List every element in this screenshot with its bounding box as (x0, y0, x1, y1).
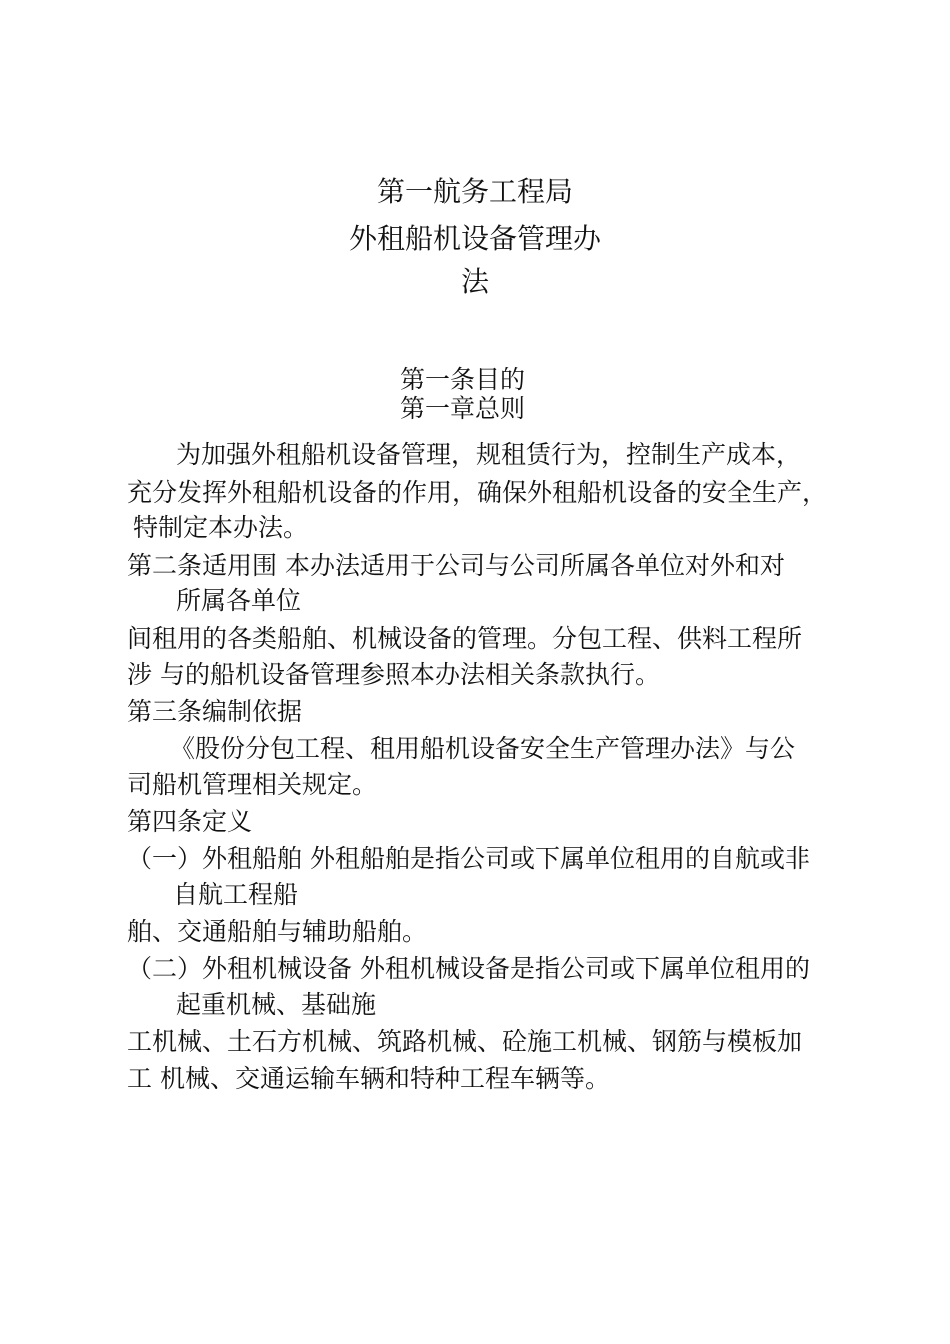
article-4-heading: 第四条定义 (127, 807, 253, 836)
definition-2-line: （二）外租机械设备 外租机械设备是指公司或下属单位租用的 (127, 954, 810, 983)
body-line: 所属各单位 (176, 586, 302, 615)
definition-1-line: （一）外租船舶 外租船舶是指公司或下属单位租用的自航或非 (127, 844, 810, 873)
body-line: 间租用的各类船舶、机械设备的管理。分包工程、供料工程所 (127, 624, 803, 653)
body-line: 涉 与的船机设备管理参照本办法相关条款执行。 (127, 660, 660, 689)
document-title-line-1: 第一航务工程局 (376, 175, 573, 208)
article-3-heading: 第三条编制依据 (127, 697, 303, 726)
chapter-heading: 第一章总则 (399, 394, 525, 423)
body-line: 起重机械、基础施 (176, 990, 377, 1019)
document-title-line-3: 法 (460, 265, 489, 298)
body-line: 特制定本办法。 (133, 513, 309, 542)
document-title-line-2: 外租船机设备管理办 (348, 222, 601, 255)
body-line: 为加强外租船机设备管理，规租赁行为，控制生产成本， (176, 440, 802, 469)
body-line: 司船机管理相关规定。 (127, 770, 378, 799)
body-line: 充分发挥外租船机设备的作用，确保外租船机设备的安全生产， (127, 478, 828, 507)
body-line: 《股份分包工程、租用船机设备安全生产管理办法》与公 (170, 734, 796, 763)
article-heading: 第一条目的 (399, 365, 525, 394)
article-2-line: 第二条适用围 本办法适用于公司与公司所属各单位对外和对 (127, 551, 785, 580)
body-line: 舶、交通船舶与辅助船舶。 (127, 917, 428, 946)
body-line: 自航工程船 (173, 880, 299, 909)
body-line: 工 机械、交通运输车辆和特种工程车辆等。 (127, 1064, 610, 1093)
body-line: 工机械、土石方机械、筑路机械、砼施工机械、钢筋与模板加 (127, 1027, 803, 1056)
